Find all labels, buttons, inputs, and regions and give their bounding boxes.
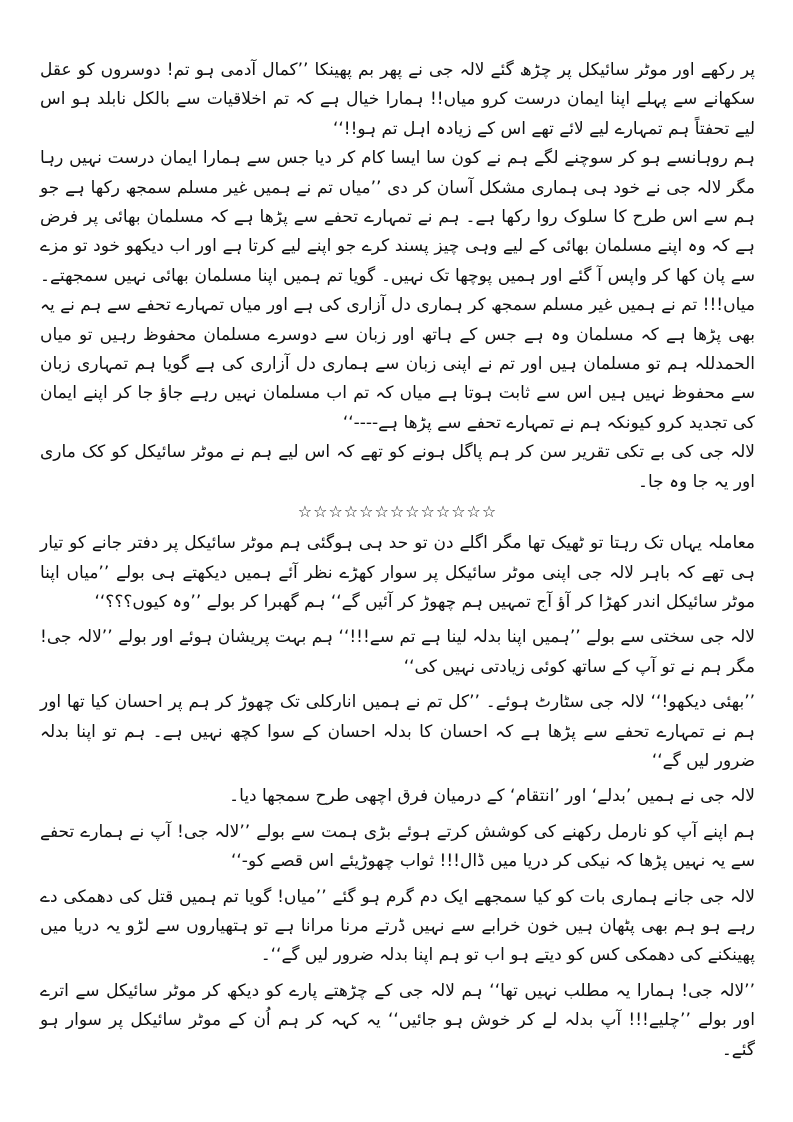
document-page bbox=[40, 56, 755, 1065]
paragraph-9: لالہ جی جانے ہماری بات کو کیا سمجھے ایک دم گرم ہو گئے ’’میاں! گویا تم ہمیں قتل کی دھمکی دے رہے ہو ہم بھی پٹھان ہیں خون خرابے سے نہیں ڈرتے مرنا مرانا ہے تو ہتھیاروں سے لڑو یہ دریا میں پھینکنے کی دھمکی کس کو دیتے ہو اب تو ہم اپنا بدلہ ضرور لیں گے‘‘۔ bbox=[40, 886, 755, 966]
star-divider: ☆☆☆☆☆☆☆☆☆☆☆☆☆ bbox=[297, 502, 498, 522]
paragraph-8: ہم اپنے آپ کو نارمل رکھنے کی کوشش کرتے ہوئے بڑی ہمت سے بولے ’’لالہ جی! آپ نے ہمارے تحفے سے یہ نہیں پڑھا کہ نیکی کر دریا میں ڈال!!! ثواب چھوڑیئے اس قصے کو-‘‘ bbox=[40, 821, 755, 872]
paragraph-5: لالہ جی سختی سے بولے ’’ہمیں اپنا بدلہ لینا ہے تم سے!!!‘‘ ہم بہت پریشان ہوئے اور بولے ’’لالہ جی! مگر ہم نے تو آپ کے ساتھ کوئی زیادتی نہیں کی‘‘ bbox=[40, 627, 755, 677]
paragraph-1: پر رکھے اور موٹر سائیکل پر چڑھ گئے لالہ جی نے پھر بم پھینکا ’’کمال آدمی ہو تم! دوسروں کو عقل سکھانے سے پہلے اپنا ایمان درست کرو میاں!! ہمارا خیال ہے کہ تم اخلاقیات سے بالکل نابلد ہو اس لیے تحفتاً ہم تمہارے لیے لائے تھے اس کے زیادہ اہل تم ہو!!‘‘ bbox=[40, 60, 755, 139]
paragraph-6: ’’بھئی دیکھو!‘‘ لالہ جی سٹارٹ ہوئے۔ ’’کل تم نے ہمیں انارکلی تک چھوڑ کر ہم پر احسان کیا تھا اور ہم نے تمہارے تحفے سے پڑھا ہے کہ احسان کا بدلہ احسان کے سوا کچھ نہیں ہے۔ ہم تو اپنا بدلہ ضرور لیں گے‘‘ bbox=[40, 692, 755, 771]
paragraph-2: ہم روہانسے ہو کر سوچنے لگے ہم نے کون سا ایسا کام کر دیا جس سے ہمارا ایمان درست نہیں رہا مگر لالہ جی نے خود ہی ہماری مشکل آسان کر دی ’’میاں تم نے ہمیں غیر مسلم سمجھ رکھا ہے جو ہم سے اس طرح کا سلوک روا رکھا ہے۔ ہم نے تمہارے تحفے سے پڑھا ہے کہ مسلمان بھائی پر فرض ہے کہ وہ اپنے مسلمان بھائی کے لیے وہی چیز پسند کرے جو اپنے لیے کرتا ہے اور اب دیکھو خود تو مزے سے پان کھا کر واپس آ گئے اور ہمیں پوچھا تک نہیں۔ گویا تم ہمیں اپنا مسلمان بھائی نہیں سمجھتے۔ میاں!!! تم نے ہمیں غیر مسلم سمجھ کر ہماری دل آزاری کی ہے اور میاں تمہارے تحفے سے ہم نے یہ بھی پڑھا ہے کہ مسلمان وہ ہے جس کے ہاتھ اور زبان سے دوسرے مسلمان محفوظ رہیں تو میاں الحمدللہ ہم تو مسلمان ہیں اور تم نے اپنی زبان سے ہماری دل آزاری کی ہے گویا ہم تمہاری زبان سے محفوظ نہیں ہیں اس سے ثابت ہوتا ہے میاں کہ تم اب مسلمان نہیں رہے جاؤ جا کر اپنے ایمان کی تجدید کرو کیونکہ ہم نے تمہارے تحفے سے پڑھا ہے----‘‘ bbox=[40, 148, 755, 433]
paragraph-10: ’’لالہ جی! ہمارا یہ مطلب نہیں تھا‘‘ ہم لالہ جی کے چڑھتے پارے کو دیکھ کر موٹر سائیکل سے اترے اور بولے ’’چلیے!!! آپ بدلہ لے کر خوش ہو جائیں‘‘ یہ کہہ کر ہم اُن کے موٹر سائیکل پر سوار ہو گئے۔ bbox=[40, 980, 755, 1060]
paragraph-7: لالہ جی نے ہمیں ’بدلے‘ اور ’انتقام‘ کے درمیان فرق اچھی طرح سمجھا دیا۔ bbox=[229, 786, 755, 807]
paragraph-3: لالہ جی کی بے تکی تقریر سن کر ہم پاگل ہونے کو تھے کہ اس لیے ہم نے موٹر سائیکل کو کک ماری اور یہ جا وہ جا۔ bbox=[40, 442, 755, 492]
paragraph-4: معاملہ یہاں تک رہتا تو ٹھیک تھا مگر اگلے دن تو حد ہی ہوگئی ہم موٹر سائیکل پر دفتر جانے کو تیار ہی تھے کہ باہر لالہ جی اپنی موٹر سائیکل پر سوار کھڑے نظر آئے ہمیں دیکھتے ہی بولے ’’میاں اپنا موٹر سائیکل اندر کھڑا کر آؤ آج تمہیں ہم چھوڑ کر آئیں گے‘‘ ہم گھبرا کر بولے ’’وہ کیوں؟؟؟‘‘ bbox=[40, 533, 755, 612]
